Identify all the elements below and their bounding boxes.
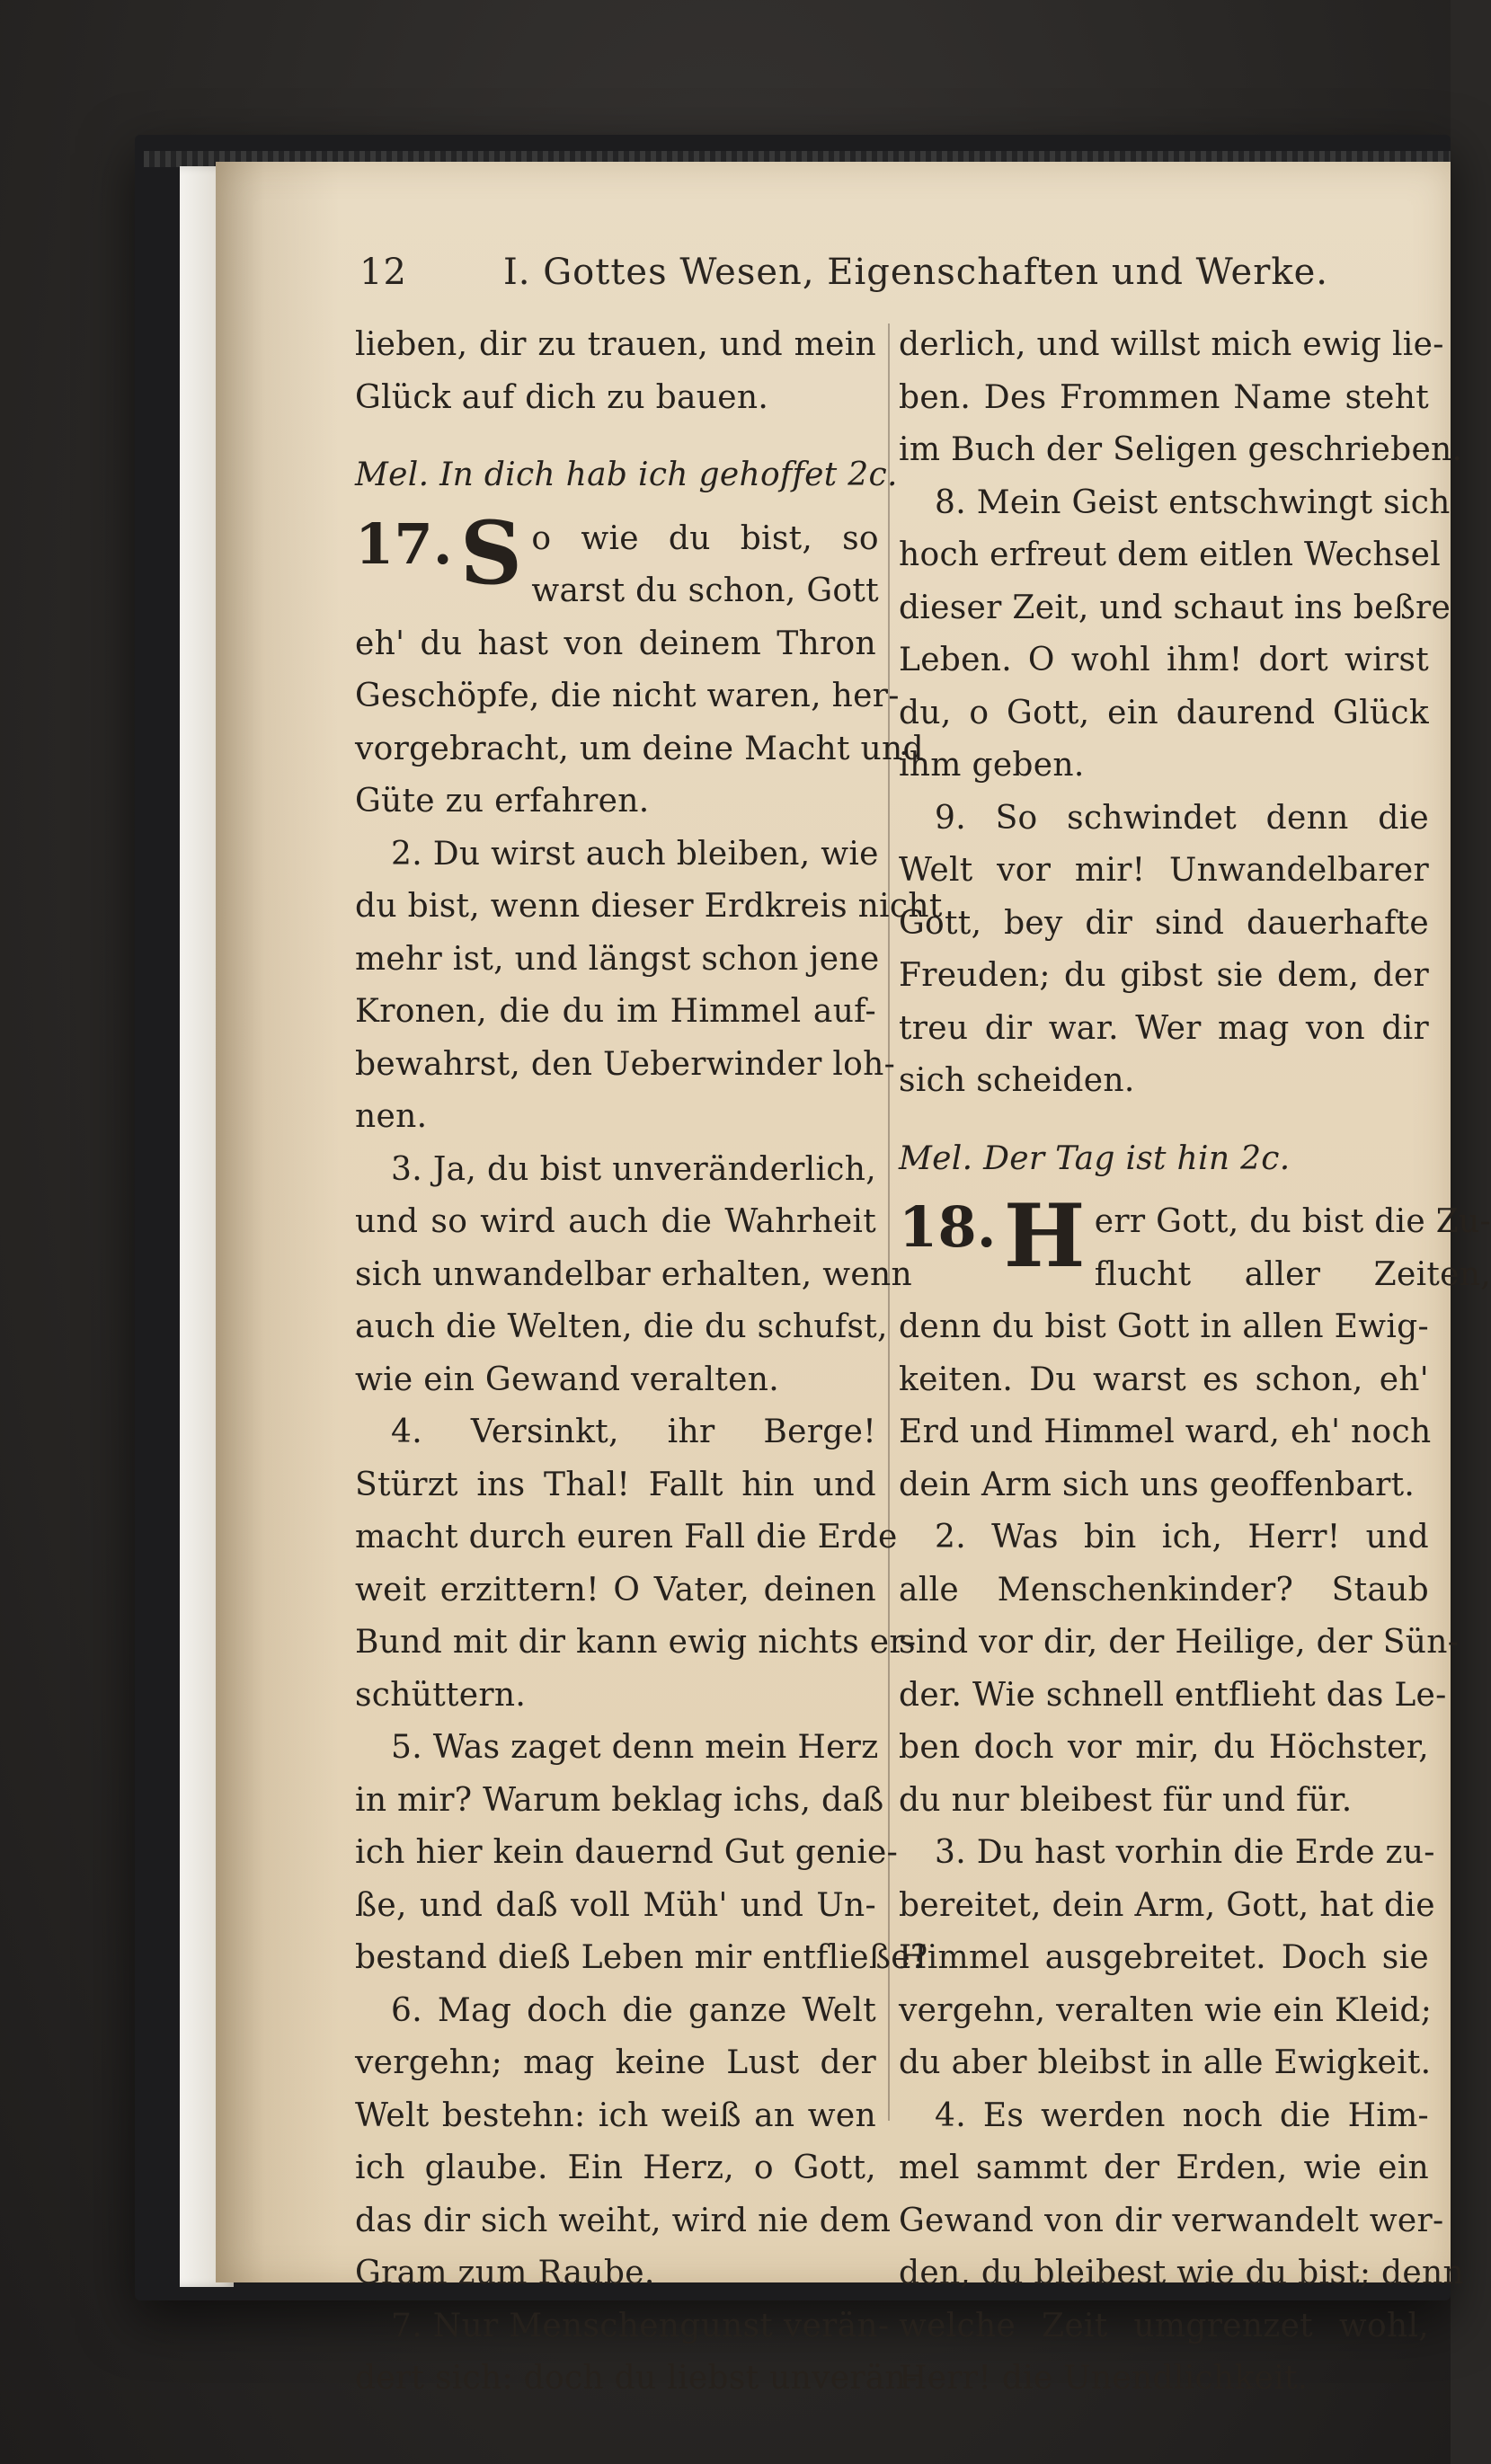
melody-indication: Mel. In dich hab ich gehoffet 2c. [355,456,898,493]
text-line: Bund mit dir kann ewig nichts er- [355,1624,917,1661]
text-line: weit erzittern! O Vater, deinen [355,1571,876,1609]
text-line: schüttern. [355,1676,527,1714]
text-line: keiten. Du warst es schon, eh' [899,1361,1429,1398]
running-title: I. Gottes Wesen, Eigenschaften und Werke. [503,252,1328,293]
text-line: Stürzt ins Thal! Fallt hin und [355,1466,876,1503]
text-line: warst du schon, Gott [531,572,879,609]
text-line: Glück auf dich zu bauen. [355,378,769,416]
text-line: nen. [355,1098,428,1135]
text-line: sich unwandelbar erhalten, wenn [355,1255,912,1293]
text-line: du nur bleibest für und für. [899,1781,1353,1819]
text-line: err Gott, du bist die Zu- [1094,1203,1491,1240]
text-line: denn du bist Gott in allen Ewig- [899,1308,1429,1345]
text-line: Himmel ausgebreitet. Doch sie [899,1939,1429,1976]
text-line: derlich, und willst mich ewig lie- [899,326,1444,363]
hymn-17-start [355,501,879,618]
text-line: ich hier kein dauernd Gut genie- [355,1834,899,1871]
text-line: alle Menschenkinder? Staub [899,1571,1429,1609]
verse-start-line: 8. Mein Geist entschwingt sich [935,483,1451,521]
verse-start-line: 4. Es werden noch die Him- [935,2096,1429,2134]
text-line: Leben. O wohl ihm! dort wirst [899,642,1429,678]
text-line: den, du bleibest wie du bist; denn [899,2255,1464,2291]
verse-start-line: 3. Du hast vorhin die Erde zu- [935,1834,1435,1871]
hymn-18-start [899,1185,1491,1301]
text-line: lieben, dir zu trauen, und mein [355,326,876,363]
text-line: o wie du bist, so [531,519,879,557]
verse-start-line: 9. So schwindet denn die [935,799,1429,837]
text-line: dieser Zeit, und schaut ins beßre [899,589,1451,626]
text-line: Erd und Himmel ward, eh' noch [899,1414,1432,1450]
text-line: ße, und daß voll Müh' und Un- [355,1886,876,1924]
text-line: vorgebracht, um deine Macht und [355,730,924,767]
text-line: bestand dieß Leben mir entfließe? [355,1939,928,1976]
text-line: Geschöpfe, die nicht waren, her- [355,678,900,714]
text-line: auch die Welten, die du schufst, [355,1308,888,1345]
text-line: dert sich: doch du liebst unverän- [355,2360,918,2397]
page-number: 12 [359,252,407,293]
melody-indication: Mel. Der Tag ist hin 2c. [899,1139,1291,1177]
text-line: treu dir war. Wer mag von dir [899,1009,1429,1047]
page-header [359,252,1456,324]
text-line: in mir? Warum beklag ichs, daß [355,1781,884,1819]
right-column [899,319,1491,2406]
text-line: bereitet, dein Arm, Gott, hat die [899,1886,1435,1924]
text-line: das dir sich weiht, wird nie dem [355,2202,892,2239]
verse-start-line: 5. Was zaget denn mein Herz [391,1729,879,1766]
text-line: Welt vor mir! Unwandelbarer [899,852,1429,889]
text-line: vergehn; mag keine Lust der [355,2044,876,2081]
text-line: flucht aller Zeiten, [1094,1255,1491,1293]
text-line: mehr ist, und längst schon jene [355,940,880,978]
left-column [355,319,943,2406]
text-line: ihm geben. [899,747,1085,784]
book-page [216,162,1491,2397]
text-line: Gewand von dir verwandelt wer- [899,2202,1444,2239]
drop-cap: S [459,501,523,604]
hymn-number: 18. [899,1194,997,1260]
text-line: du aber bleibst in alle Ewigkeit. [899,2044,1432,2081]
text-line: dein Arm sich uns geoffenbart. [899,1466,1416,1503]
text-line: der. Wie schnell entflieht das Le- [899,1676,1447,1714]
text-line: ben doch vor mir, du Höchster, [899,1729,1429,1766]
text-line: Gott, bey dir sind dauerhafte [899,904,1429,942]
text-line: wie ein Gewand veralten. [355,1361,779,1398]
text-line: Güte zu erfahren. [355,783,650,820]
verse-start-line: 2. Du wirst auch bleiben, wie [391,835,879,873]
text-line: Freuden; du gibst sie dem, der [899,957,1429,994]
text-line: eh' du hast von deinem Thron [355,625,876,662]
text-line: sich scheiden. [899,1062,1135,1099]
text-line: hoch erfreut dem eitlen Wechsel [899,536,1442,573]
verse-start-line: 2. Was bin ich, Herr! und [935,1519,1429,1556]
text-line: vergehn, veralten wie ein Kleid; [899,1991,1433,2029]
text-line: Herr! die Unendlichkeit. [899,2360,1309,2397]
text-line: bewahrst, den Ueberwinder loh- [355,1045,896,1083]
text-line: im Buch der Seligen geschrieben. [899,431,1463,468]
verse-start-line: 6. Mag doch die ganze Welt [391,1991,876,2029]
text-line: ben. Des Frommen Name steht [899,378,1429,416]
text-line: welche Zeit umgrenzet wohl, [899,2307,1429,2344]
text-line: Welt bestehn: ich weiß an wen [355,2096,876,2134]
drop-cap: H [1003,1185,1086,1287]
text-line: du bist, wenn dieser Erdkreis nicht [355,888,943,925]
text-line: sind vor dir, der Heilige, der Sün- [899,1624,1460,1661]
text-line: und so wird auch die Wahrheit [355,1203,876,1240]
text-line: mel sammt der Erden, wie ein [899,2149,1429,2186]
hymn-number: 17. [355,510,453,577]
text-line: Gram zum Raube. [355,2255,655,2291]
verse-start-line: 3. Ja, du bist unveränderlich, [391,1150,876,1188]
text-line: du, o Gott, ein daurend Glück [899,694,1429,731]
verse-start-line: 4. Versinkt, ihr Berge! [391,1414,876,1450]
text-line: Kronen, die du im Himmel auf- [355,993,876,1030]
text-line: ich glaube. Ein Herz, o Gott, [355,2149,876,2186]
text-line: macht durch euren Fall die Erde [355,1519,898,1556]
verse-start-line: 7. Nur Menschengunst verän- [391,2307,890,2344]
